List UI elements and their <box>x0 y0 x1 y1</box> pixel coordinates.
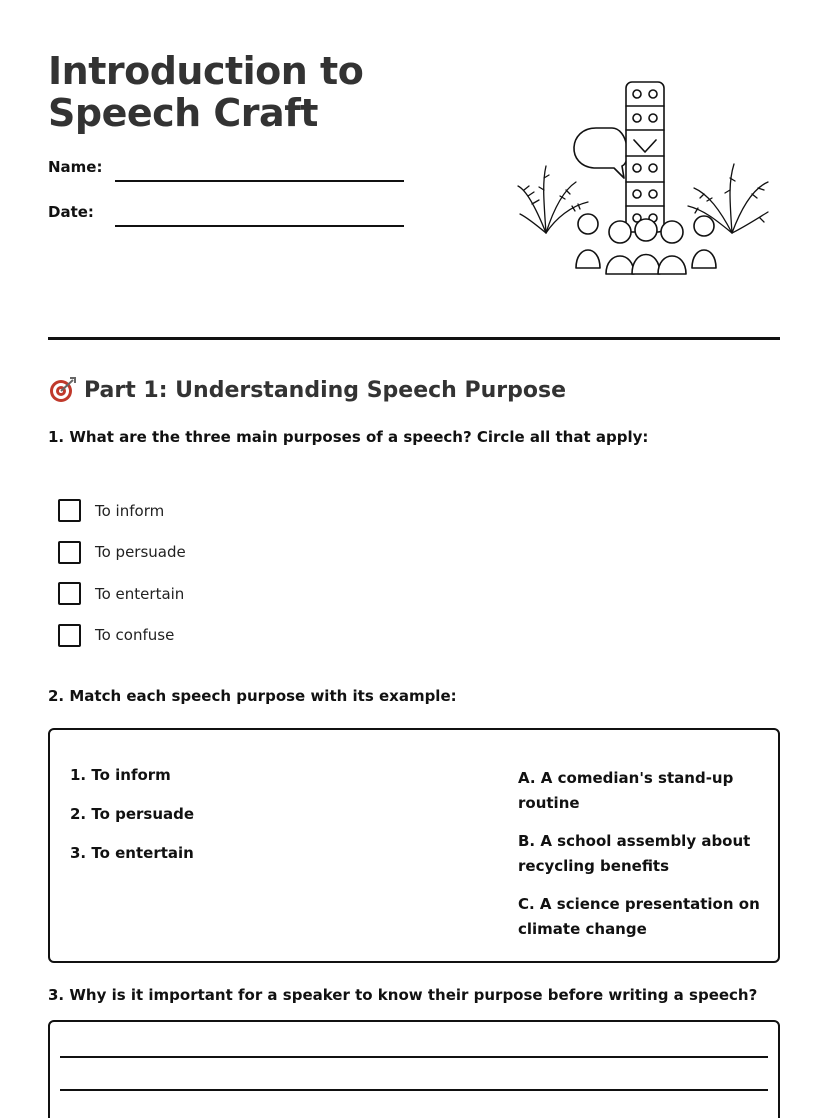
q1-options <box>58 490 186 656</box>
name-label: Name: <box>48 158 103 176</box>
option-confuse[interactable] <box>58 615 186 657</box>
example-list <box>518 766 768 955</box>
date-field[interactable] <box>48 203 408 227</box>
option-persuade[interactable] <box>58 532 186 574</box>
example-item[interactable]: B. A school assembly about recycling benefits <box>518 832 751 875</box>
option-label: To entertain <box>95 584 185 603</box>
checkbox[interactable] <box>58 541 81 564</box>
checkbox[interactable] <box>58 624 81 647</box>
worksheet-title: Introduction to Speech Craft <box>48 49 364 135</box>
answer-line[interactable] <box>60 1089 768 1091</box>
section-divider <box>48 337 780 340</box>
answer-line[interactable] <box>60 1056 768 1058</box>
answer-box[interactable] <box>48 1020 780 1118</box>
option-label: To inform <box>95 501 165 520</box>
part1-heading <box>48 374 566 406</box>
date-label: Date: <box>48 203 94 221</box>
option-label: To persuade <box>95 543 186 562</box>
carved-pole-children-speech-bubble-icon <box>516 78 772 278</box>
option-label: To confuse <box>95 626 175 645</box>
name-write-line[interactable] <box>115 180 404 182</box>
date-write-line[interactable] <box>115 225 404 227</box>
matching-box <box>48 728 780 963</box>
purpose-list <box>70 766 194 883</box>
purpose-item[interactable]: 2. To persuade <box>70 805 195 823</box>
example-item[interactable]: C. A science presentation on climate change <box>518 895 760 938</box>
question-1: 1. What are the three main purposes of a speech? Circle all that apply: <box>48 428 649 446</box>
purpose-item[interactable]: 1. To inform <box>70 766 171 784</box>
name-field[interactable] <box>48 158 408 182</box>
question-3: 3. Why is it important for a speaker to know their purpose before writing a speech? <box>48 986 758 1004</box>
question-2: 2. Match each speech purpose with its example: <box>48 687 457 705</box>
purpose-item[interactable]: 3. To entertain <box>70 844 194 862</box>
checkbox[interactable] <box>58 499 81 522</box>
target-icon <box>48 376 76 404</box>
checkbox[interactable] <box>58 582 81 605</box>
option-inform[interactable] <box>58 490 186 532</box>
option-entertain[interactable] <box>58 573 186 615</box>
example-item[interactable]: A. A comedian's stand-up routine <box>518 769 734 812</box>
part1-title: Part 1: Understanding Speech Purpose <box>84 377 567 403</box>
